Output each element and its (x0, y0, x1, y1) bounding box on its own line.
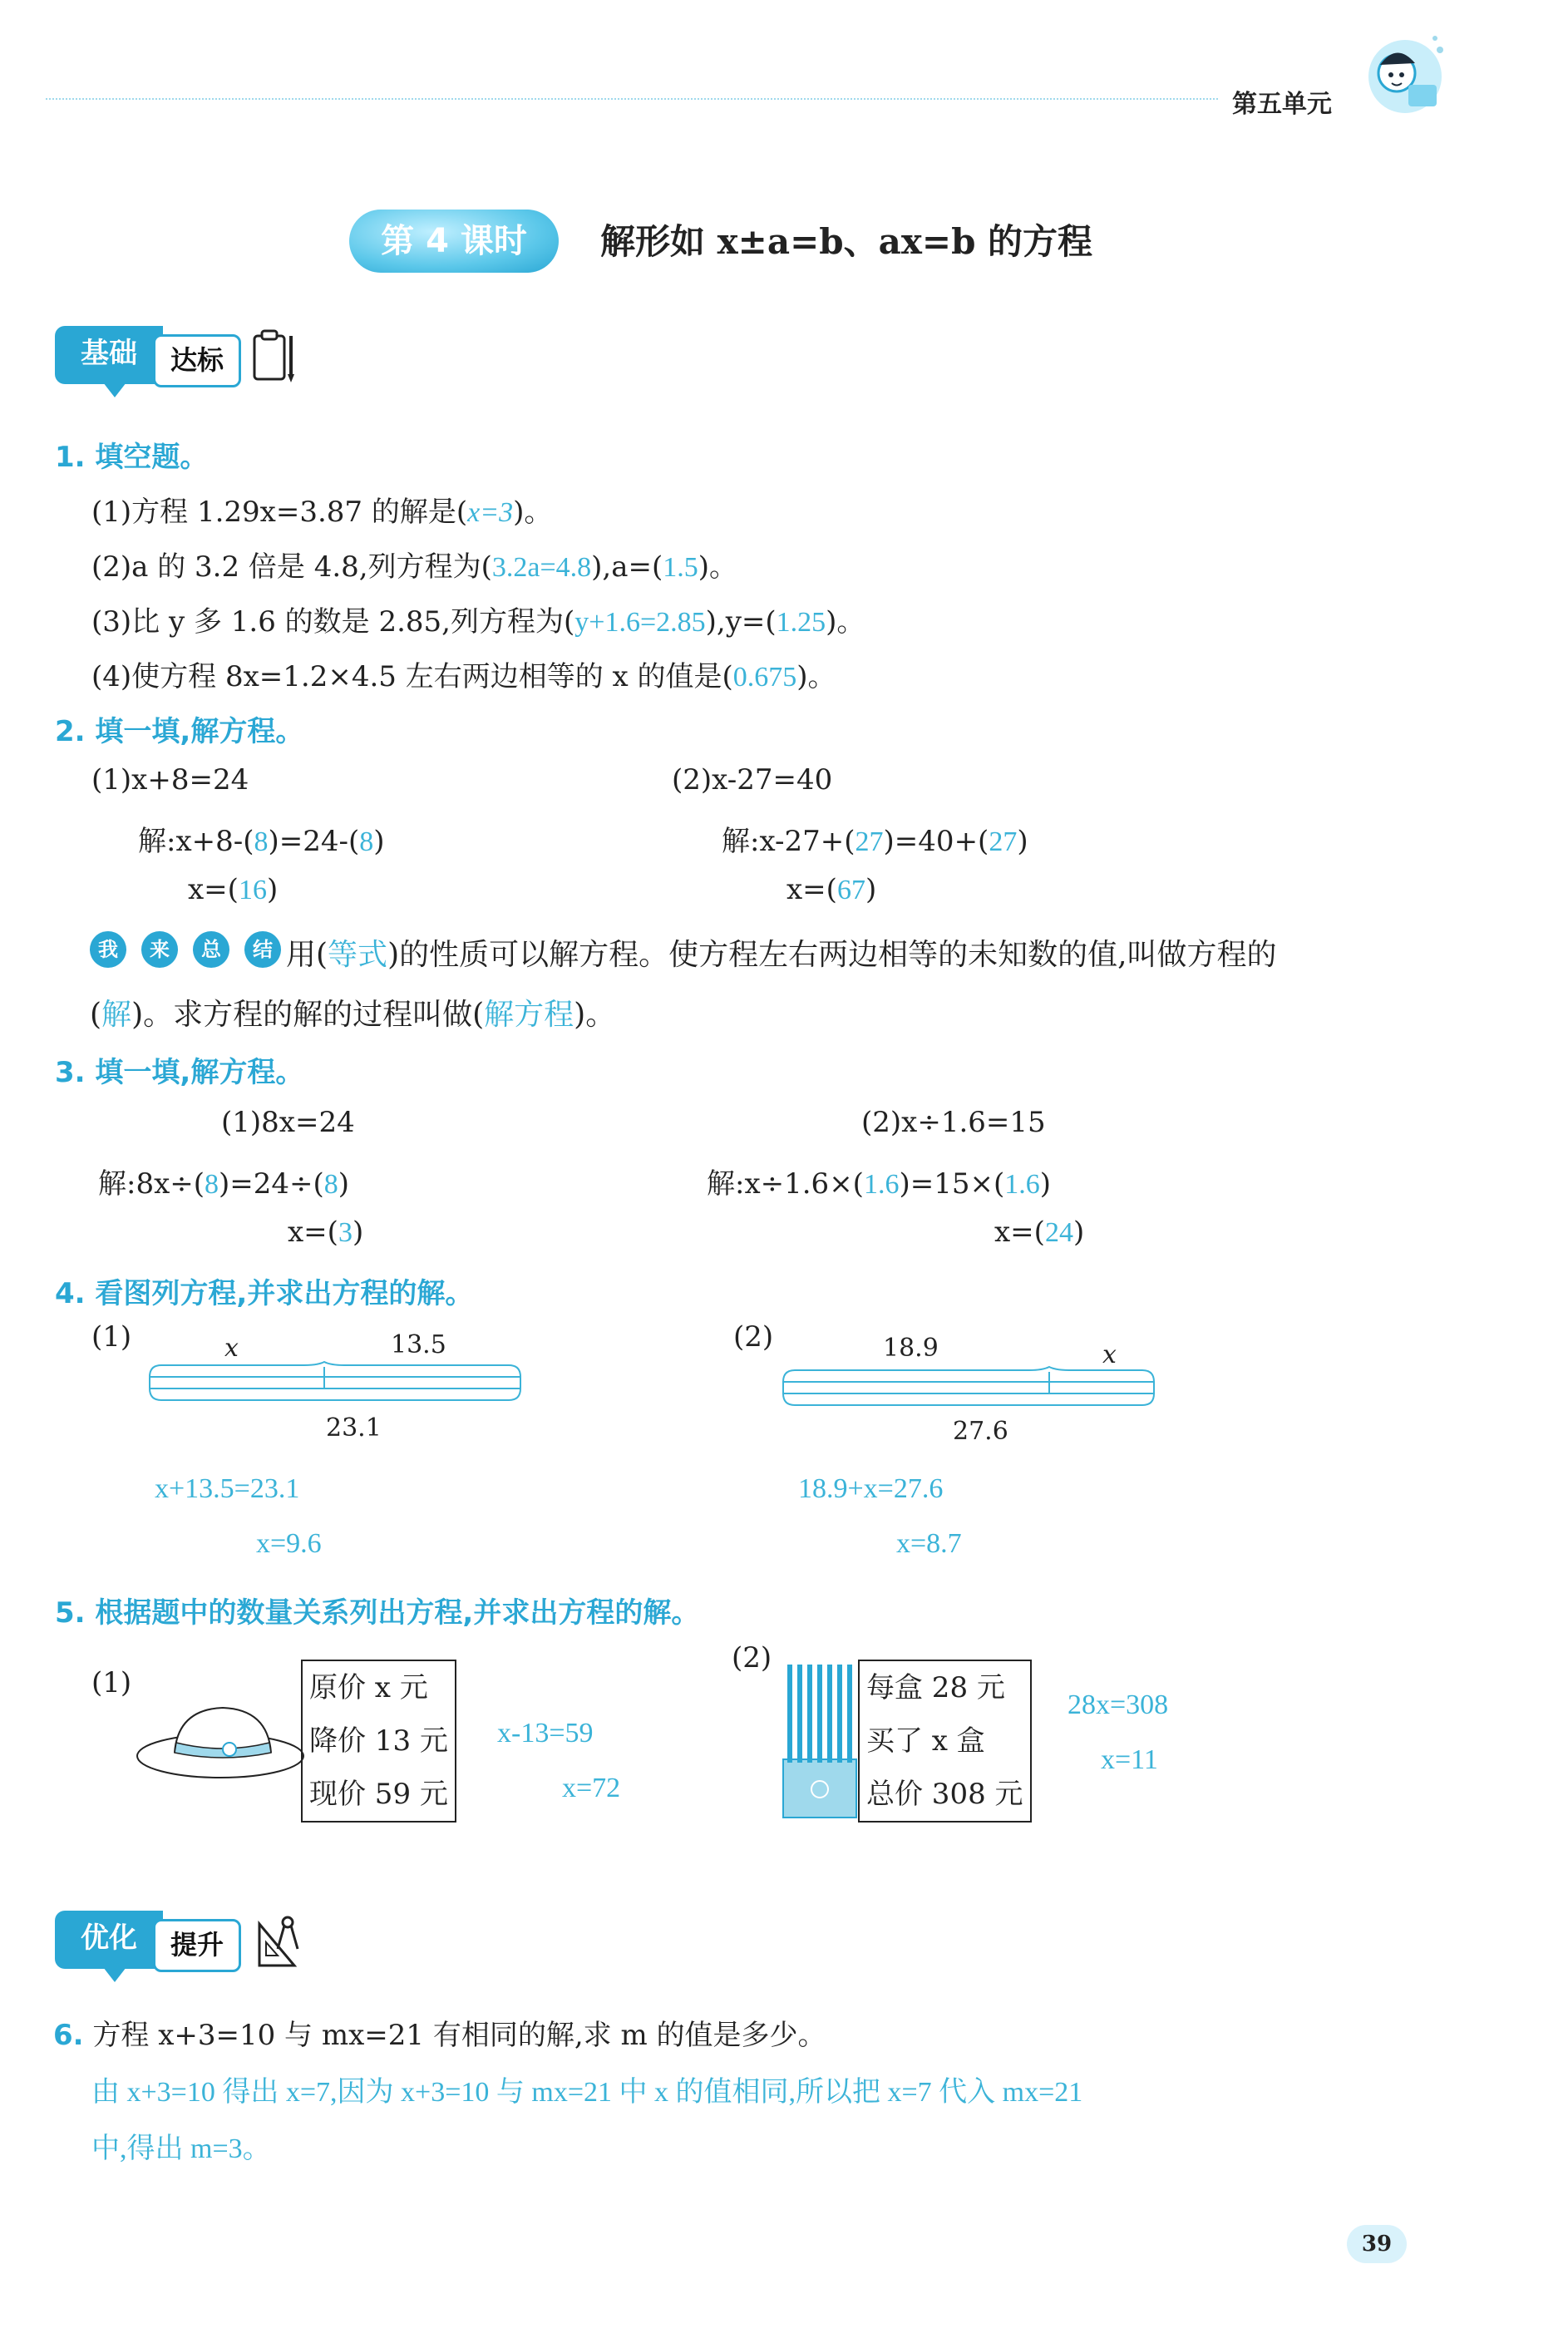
q4-title: 4. 看图列方程,并求出方程的解。 (55, 1277, 474, 1310)
q4-p2-top-left-label: 18.9 (883, 1334, 939, 1363)
q1-sub2: (2)a 的 3.2 倍是 4.8,列方程为(3.2a=4.8),a=(1.5)。 (91, 550, 738, 584)
q1-sub4: (4)使方程 8x=1.2×4.5 左右两边相等的 x 的值是(0.675)。 (91, 660, 836, 693)
pen-box-icon (778, 1660, 861, 1823)
badge-tail (103, 382, 126, 397)
mascot-icon (1354, 25, 1453, 125)
q2-left-step2: x=(16) (188, 873, 279, 906)
answer: 3.2a=4.8 (491, 552, 592, 583)
badge-tail (103, 1967, 126, 1982)
q3-left-step1: 解:8x÷(8)=24÷(8) (98, 1167, 350, 1201)
lesson-tag: 第 4 课时 (349, 210, 559, 273)
q2-left-equation: (1)x+8=24 (91, 763, 249, 797)
q1-sub3: (3)比 y 多 1.6 的数是 2.85,列方程为(y+1.6=2.85),y=(1.25)。 (91, 605, 865, 639)
q6-answer-line1: 由 x+3=10 得出 x=7,因为 x+3=10 与 mx=21 中 x 的值相同,所以把 x=7 代入 mx=21 (91, 2077, 1083, 2108)
q4-part1-number: (1) (91, 1320, 132, 1354)
q1-sub1: (1)方程 1.29x=3.87 的解是(x=3)。 (91, 496, 553, 529)
q4-p1-answer-solution: x=9.6 (256, 1528, 322, 1559)
q4-p2-answer-equation: 18.9+x=27.6 (798, 1473, 944, 1504)
q6-answer-line2: 中,得出 m=3。 (91, 2133, 271, 2164)
q2-right-step1: 解:x-27+(27)=40+(27) (722, 825, 1028, 858)
badge-left-text: 优化 (55, 1911, 163, 1969)
ruler-compass-icon (254, 1912, 303, 1971)
q4-p2-answer-solution: x=8.7 (896, 1528, 962, 1559)
q5-title: 5. 根据题中的数量关系列出方程,并求出方程的解。 (55, 1596, 700, 1630)
q3-right-step1: 解:x÷1.6×(1.6)=15×(1.6) (707, 1167, 1051, 1201)
q5-p2-info-box: 每盒 28 元 买了 x 盒 总价 308 元 (858, 1660, 1032, 1823)
q5-p2-answer-solution: x=11 (1101, 1744, 1158, 1775)
q4-part2-number: (2) (733, 1320, 774, 1354)
q2-right-equation: (2)x-27=40 (672, 763, 833, 797)
answer: x=3 (467, 497, 514, 528)
q3-left-step2: x=(3) (288, 1216, 364, 1249)
answer: 0.675 (732, 662, 797, 693)
q3-right-step2: x=(24) (994, 1216, 1085, 1249)
header-rule (46, 98, 1218, 100)
clipboard-icon (249, 328, 298, 386)
q5-p1-answer-solution: x=72 (562, 1773, 621, 1803)
q4-p1-top-left-label: x (224, 1334, 239, 1363)
lesson-title: 解形如 x±a=b、ax=b 的方程 (600, 221, 1093, 262)
q4-p1-answer-equation: x+13.5=23.1 (155, 1473, 300, 1504)
page-number: 39 (1347, 2225, 1407, 2263)
summary-line1: 用(等式)的性质可以解方程。使方程左右两边相等的未知数的值,叫做方程的 (286, 938, 1277, 972)
answer: y+1.6=2.85 (574, 607, 706, 638)
q6-question: 6. 方程 x+3=10 与 mx=21 有相同的解,求 m 的值是多少。 (53, 2019, 826, 2052)
q5-p1-answer-equation: x-13=59 (497, 1718, 594, 1749)
q5-p2-answer-equation: 28x=308 (1068, 1689, 1169, 1720)
answer: 1.25 (776, 607, 826, 638)
q4-p2-bottom-label: 27.6 (953, 1417, 1008, 1446)
badge-right-text: 达标 (153, 334, 241, 387)
q4-p2-segment-diagram (780, 1365, 1159, 1415)
hat-icon (133, 1696, 308, 1788)
badge-right-text: 提升 (153, 1919, 241, 1972)
section-badge-advanced (55, 1911, 261, 1975)
q2-right-step2: x=(67) (786, 873, 877, 906)
q2-title: 2. 填一填,解方程。 (55, 715, 304, 748)
unit-label: 第五单元 (1232, 90, 1332, 119)
q4-p1-bottom-label: 23.1 (326, 1413, 382, 1443)
q4-p2-top-right-label: x (1102, 1340, 1117, 1369)
summary-badge: 我 来 总 结 (90, 931, 286, 971)
q3-left-equation: (1)8x=24 (221, 1106, 355, 1139)
answer: 1.5 (663, 552, 698, 583)
q1-title: 1. 填空题。 (55, 441, 209, 474)
q3-title: 3. 填一填,解方程。 (55, 1056, 304, 1089)
q2-left-step1: 解:x+8-(8)=24-(8) (138, 825, 385, 858)
summary-line2: (解)。求方程的解的过程叫做(解方程)。 (90, 998, 616, 1032)
q4-p1-segment-diagram (146, 1360, 525, 1410)
section-badge-basic (55, 326, 261, 391)
q4-p1-top-right-label: 13.5 (391, 1330, 446, 1359)
badge-left-text: 基础 (55, 326, 163, 384)
q5-part2-number: (2) (732, 1641, 772, 1675)
q5-p1-info-box: 原价 x 元 降价 13 元 现价 59 元 (301, 1660, 456, 1823)
q5-part1-number: (1) (91, 1666, 132, 1699)
q3-right-equation: (2)x÷1.6=15 (861, 1106, 1046, 1139)
